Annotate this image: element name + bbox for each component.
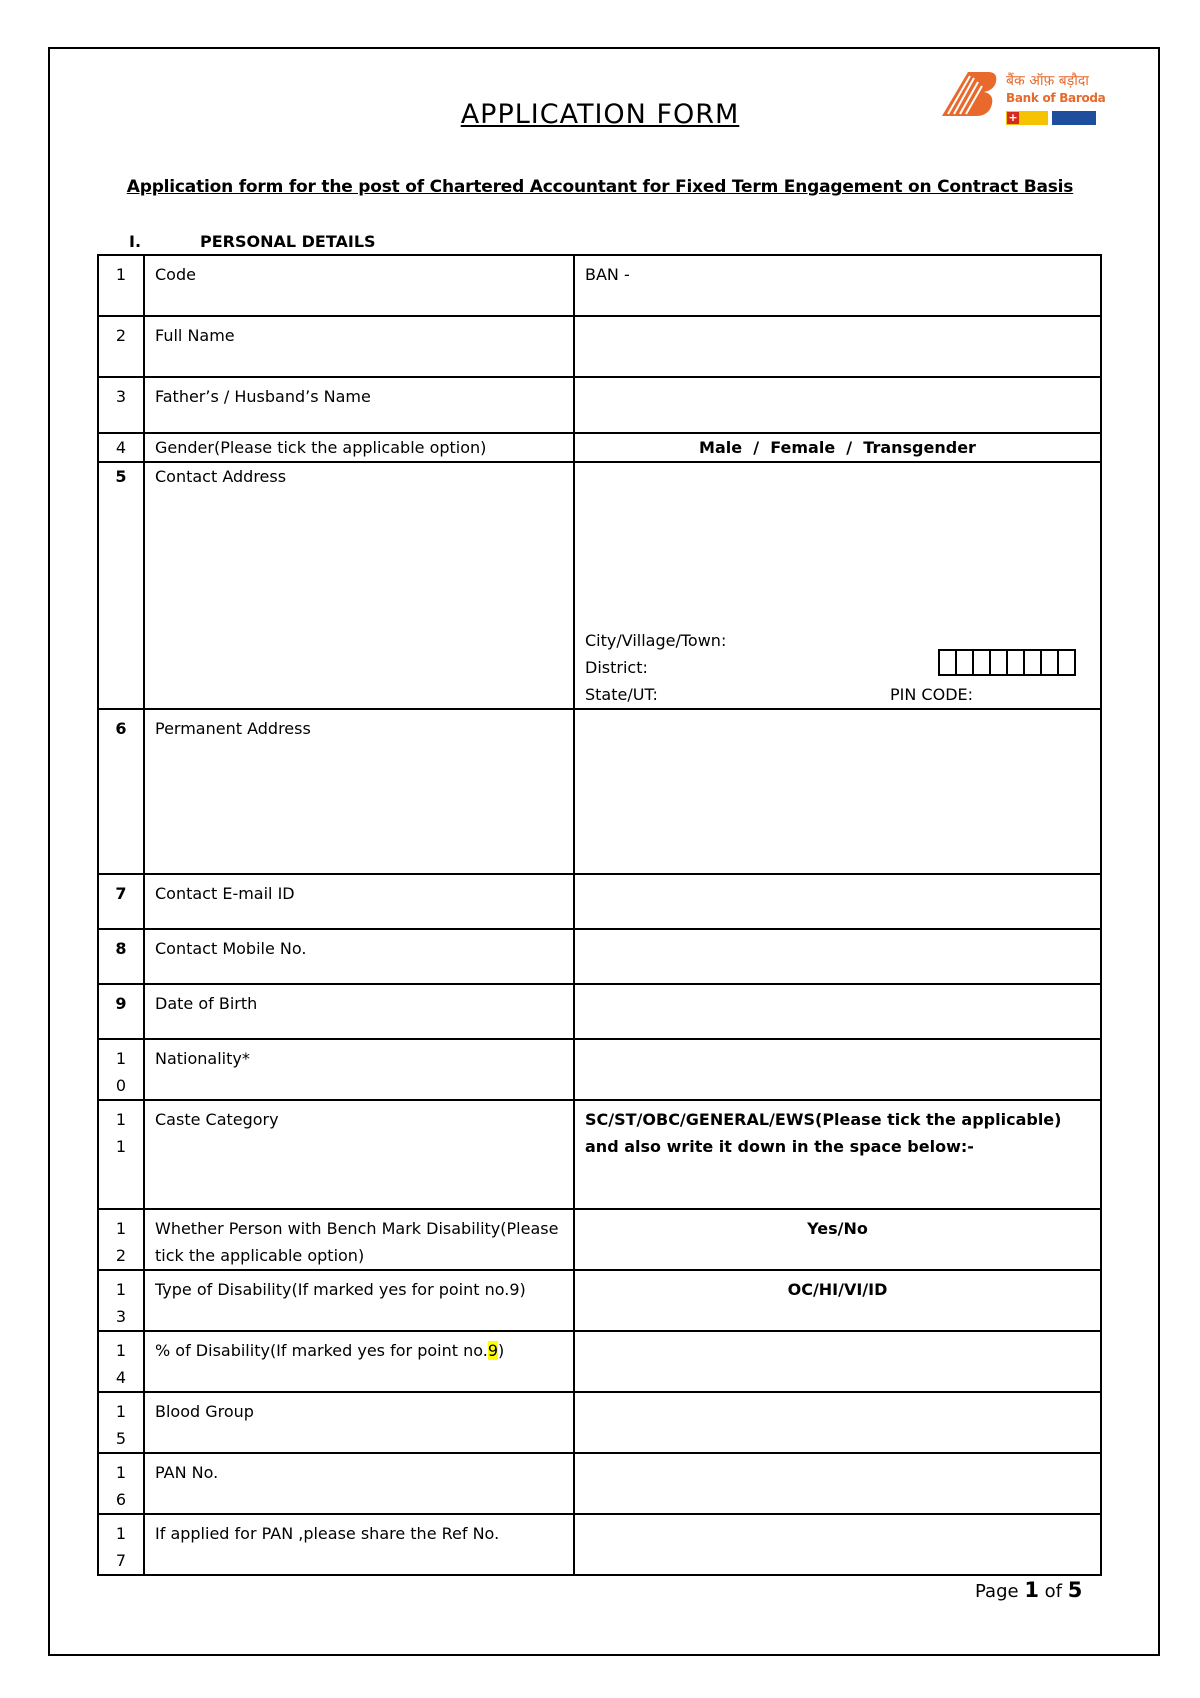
row-label: Whether Person with Bench Mark Disability(Please tick the applicable option) [144,1209,574,1270]
table-row [98,984,1101,1039]
caste-category-field[interactable]: SC/ST/OBC/GENERAL/EWS(Please tick the applicable) and also write it down in the space below:- [574,1100,1101,1209]
state-label: State/UT: [585,685,658,704]
table-row [98,929,1101,984]
row-label: Caste Category [144,1100,574,1209]
highlighted-text: 9 [487,1341,498,1360]
logo-hindi-text: बैंक ऑफ़ बड़ौदा [1006,73,1089,89]
row-number: 3 [98,377,144,433]
email-field[interactable] [574,874,1101,929]
page-number [975,1578,1082,1602]
pin-code-label: PIN CODE: [890,685,974,704]
row-label: Date of Birth [144,984,574,1039]
table-row [98,1392,1101,1453]
row-number: 1 1 [98,1100,144,1209]
date-of-birth-field[interactable] [574,984,1101,1039]
table-row [98,462,1101,709]
personal-details-table [97,254,1102,1576]
page-title: APPLICATION FORM [460,99,740,130]
table-row [98,709,1101,874]
row-number: 8 [98,929,144,984]
row-number: 7 [98,874,144,929]
disability-percent-field[interactable] [574,1331,1101,1392]
row-number: 4 [98,433,144,462]
benchmark-disability-options[interactable]: Yes/No [574,1209,1101,1270]
current-page: 1 [1024,1578,1039,1602]
disability-type-options[interactable]: OC/HI/VI/ID [574,1270,1101,1331]
blood-group-field[interactable] [574,1392,1101,1453]
row-label: Father’s / Husband’s Name [144,377,574,433]
pin-code-boxes[interactable] [940,649,1076,676]
table-row [98,1514,1101,1575]
table-row [98,1331,1101,1392]
page-subtitle: Application form for the post of Chartered Accountant for Fixed Term Engagement on Contract Basis [126,177,1074,197]
row-number: 1 2 [98,1209,144,1270]
row-label: Contact Address [144,462,574,709]
row-number: 1 7 [98,1514,144,1575]
row-number: 2 [98,316,144,377]
row-number: 6 [98,709,144,874]
table-row [98,874,1101,929]
row-number: 1 6 [98,1453,144,1514]
table-row [98,255,1101,316]
table-row [98,1039,1101,1100]
full-name-field[interactable] [574,316,1101,377]
row-number: 1 [98,255,144,316]
plus-icon: + [1008,111,1018,124]
row-label: If applied for PAN ,please share the Ref No. [144,1514,574,1575]
row-label-text: % of Disability(If marked yes for point no. [155,1341,488,1360]
row-label: PAN No. [144,1453,574,1514]
total-pages: 5 [1067,1578,1083,1602]
row-number: 1 3 [98,1270,144,1331]
table-row [98,1209,1101,1270]
father-husband-name-field[interactable] [574,377,1101,433]
row-label: Type of Disability(If marked yes for point no.9) [144,1270,574,1331]
row-number: 9 [98,984,144,1039]
row-label: Permanent Address [144,709,574,874]
table-row [98,316,1101,377]
row-label: Full Name [144,316,574,377]
pin-digit-box[interactable] [1057,649,1076,676]
pan-field[interactable] [574,1453,1101,1514]
logo-english-text: Bank of Baroda [1006,91,1106,105]
row-number: 1 0 [98,1039,144,1100]
row-label: Gender(Please tick the applicable option) [144,433,574,462]
permanent-address-field[interactable] [574,709,1101,874]
row-label: Contact Mobile No. [144,929,574,984]
table-row [98,1270,1101,1331]
contact-address-field[interactable] [574,462,1101,709]
of-label: of [1044,1581,1063,1602]
section-label: PERSONAL DETAILS [200,232,376,251]
mobile-field[interactable] [574,929,1101,984]
row-number: 1 4 [98,1331,144,1392]
row-label: Blood Group [144,1392,574,1453]
section-number: I. [129,232,142,251]
table-row [98,1453,1101,1514]
row-label: Nationality* [144,1039,574,1100]
nationality-field[interactable] [574,1039,1101,1100]
page-label: Page [975,1581,1019,1602]
table-row [98,1100,1101,1209]
code-field[interactable]: BAN - [574,255,1101,316]
row-number: 1 5 [98,1392,144,1453]
row-label: Code [144,255,574,316]
district-label: District: [585,658,648,677]
city-label: City/Village/Town: [585,631,727,650]
row-label: Contact E-mail ID [144,874,574,929]
table-row [98,377,1101,433]
gender-options[interactable]: Male / Female / Transgender [574,433,1101,462]
table-row [98,433,1101,462]
row-label [144,1331,574,1392]
row-number: 5 [98,462,144,709]
row-label-suffix: ) [498,1341,505,1360]
pan-ref-field[interactable] [574,1514,1101,1575]
